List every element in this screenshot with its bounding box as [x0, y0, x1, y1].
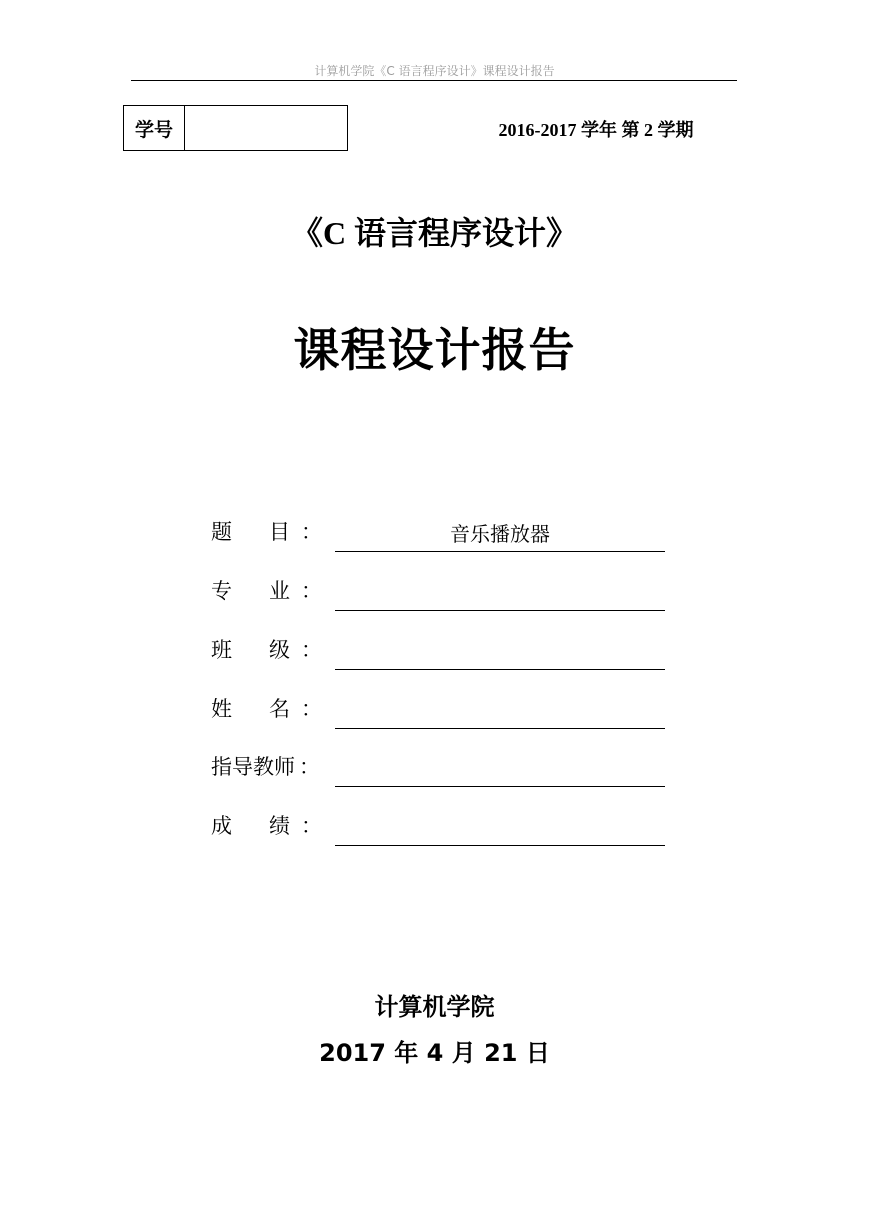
- field-row-advisor: [211, 743, 671, 787]
- field-value-grade[interactable]: [335, 811, 665, 846]
- field-row-topic: [211, 508, 671, 552]
- field-colon: ：: [301, 638, 322, 662]
- report-title: 课程设计报告: [293, 323, 576, 377]
- field-row-class: [211, 626, 671, 670]
- field-label-advisor: 指导教师: [211, 755, 295, 779]
- field-row-major: [211, 567, 671, 611]
- field-row-grade: [211, 802, 671, 846]
- field-colon: ：: [301, 520, 322, 544]
- field-colon: ：: [299, 755, 320, 779]
- field-value-class[interactable]: [335, 635, 665, 670]
- field-label-name: 姓 名: [211, 697, 298, 721]
- term-label: 2016-2017 学年 第 2 学期: [498, 120, 694, 140]
- field-value-advisor[interactable]: [335, 752, 665, 787]
- field-label-grade: 成 绩: [211, 814, 298, 838]
- school-name: 计算机学院: [374, 993, 495, 1021]
- student-id-box: [123, 105, 348, 151]
- course-title: 《C 语言程序设计》: [290, 215, 579, 251]
- field-value-major[interactable]: [335, 576, 665, 611]
- running-header: 计算机学院《C 语言程序设计》课程设计报告: [314, 64, 555, 78]
- field-value-name[interactable]: [335, 694, 665, 729]
- student-id-field[interactable]: [185, 106, 347, 150]
- student-id-label: 学号: [124, 106, 185, 150]
- field-colon: ：: [301, 579, 322, 603]
- header-divider: [131, 80, 737, 81]
- field-label-topic: 题 目: [211, 520, 298, 544]
- field-row-name: [211, 685, 671, 729]
- field-colon: ：: [301, 697, 322, 721]
- field-label-major: 专 业: [211, 579, 298, 603]
- report-date: 2017 年 4 月 21 日: [319, 1039, 550, 1067]
- field-label-class: 班 级: [211, 638, 298, 662]
- field-colon: ：: [301, 814, 322, 838]
- field-value-topic[interactable]: 音乐播放器: [335, 517, 665, 552]
